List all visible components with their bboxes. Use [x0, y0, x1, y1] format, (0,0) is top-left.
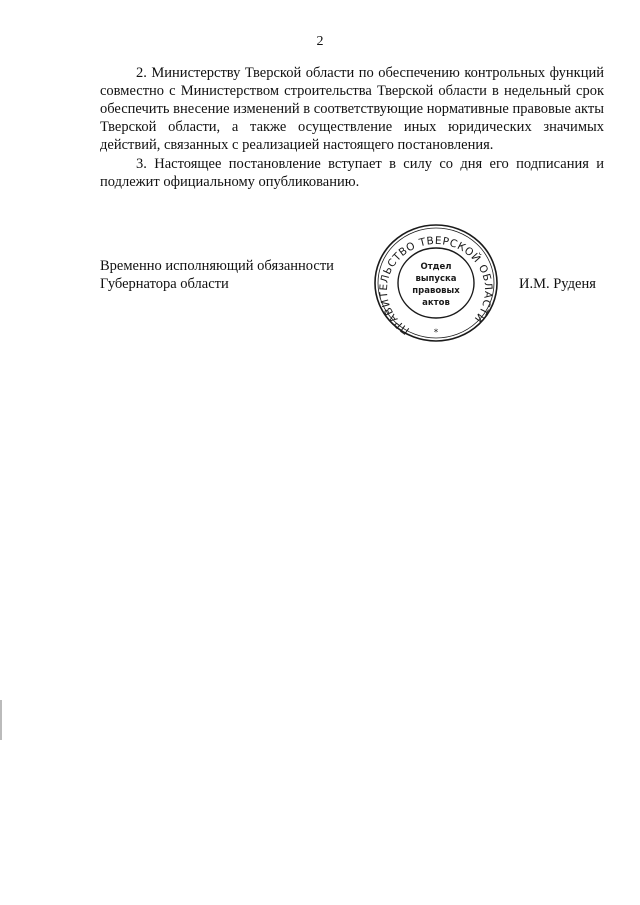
seal-center-line-2: выпуска [415, 274, 457, 284]
seal-graphic [373, 223, 499, 343]
document-body [100, 64, 604, 192]
seal-center-line-4: актов [422, 298, 450, 308]
signatory-position-line-1: Временно исполняющий обязанности [100, 258, 334, 274]
seal-ring-text: ПРАВИТЕЛЬСТВО ТВЕРСКОЙ ОБЛАСТИ [377, 234, 495, 337]
paragraph-2: 2. Министерству Тверской области по обеспечению контрольных функций совместно с Министерством строительства Тверской области в недельный срок обеспечить внесение изменений в соответствующие нормативные правовые акты Тверской области, а также осуществление иных юридических значимых действий, связанных с реализацией настоящего постановления. [100, 65, 604, 153]
page-number: 2 [316, 34, 324, 49]
official-seal-stamp [373, 223, 499, 343]
scan-edge-mark [0, 700, 2, 740]
signatory-position-line-2: Губернатора области [100, 276, 229, 292]
paragraph-3: 3. Настоящее постановление вступает в силу со дня его подписания и подлежит официальному опубликованию. [100, 156, 604, 190]
seal-center-line-1: Отдел [420, 262, 452, 272]
seal-star-icon: * [433, 328, 439, 338]
seal-center-line-3: правовых [412, 286, 460, 296]
signatory-name: И.М. Руденя [519, 276, 596, 292]
signatory-position [100, 257, 334, 293]
